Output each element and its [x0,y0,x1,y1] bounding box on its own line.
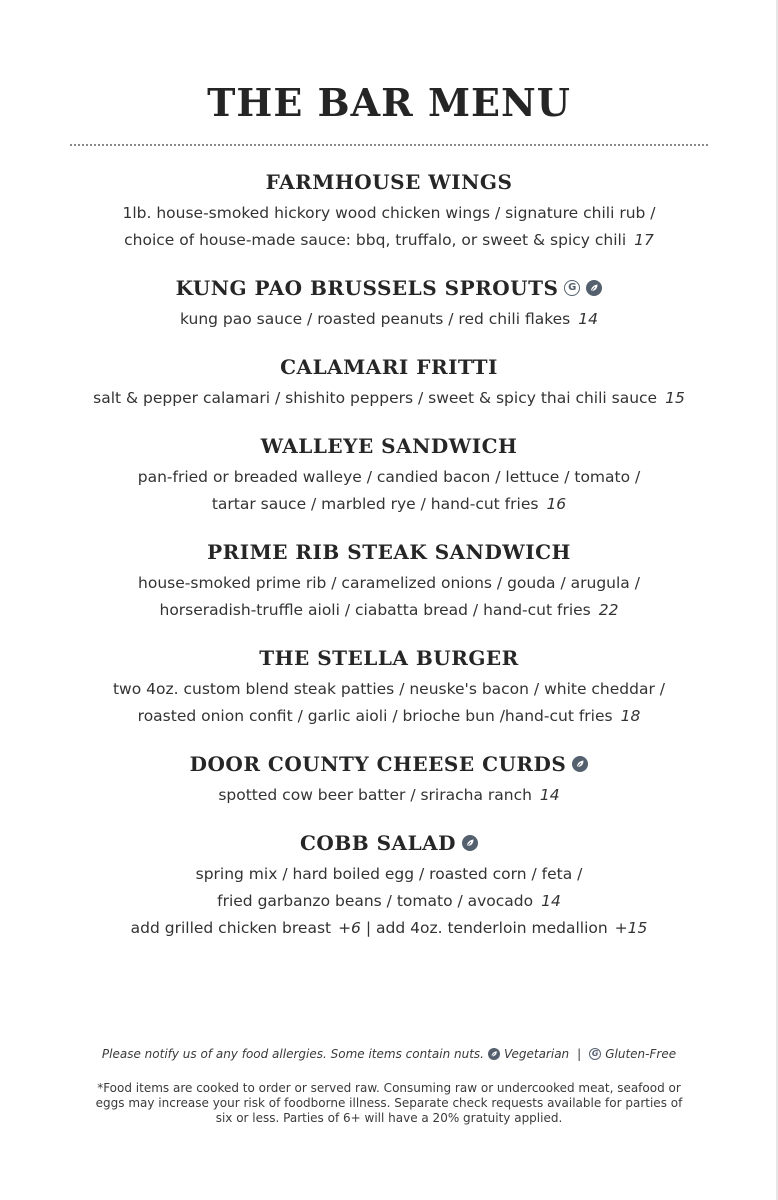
item-price: 14 [539,786,560,804]
menu-item-prime-rib-steak-sandwich [0,540,778,624]
menu-item-kung-pao-brussels-sprouts [0,276,778,333]
title-divider [70,144,708,146]
item-description-line: two 4oz. custom blend steak patties / neuske's bacon / white cheddar / [112,680,665,698]
addon-price: +15 [614,919,648,937]
addon-text: add grilled chicken breast [130,919,332,937]
item-price: 14 [541,892,561,910]
menu-item-door-county-cheese-curds [0,752,778,809]
gluten-free-icon: G [589,1048,601,1060]
item-description-line: 1lb. house-smoked hickory wood chicken wings / signature chili rub / [122,204,656,222]
disclaimer-line: six or less. Parties of 6+ will have a 20% gratuity applied. [215,1111,563,1125]
allergy-legend [0,1047,778,1061]
item-description-line: kung pao sauce / roasted peanuts / red chili flakes [180,310,571,328]
item-name: CALAMARI FRITTI [280,355,498,379]
vegetarian-icon [488,1048,500,1060]
item-description-line: spotted cow beer batter / sriracha ranch [218,786,532,804]
food-safety-disclaimer [69,1081,709,1126]
menu-item-farmhouse-wings [0,170,778,254]
item-price: 14 [578,310,598,328]
item-description-line: spring mix / hard boiled egg / roasted corn / feta / [195,865,583,883]
disclaimer-line: eggs may increase your risk of foodborne illness. Separate check requests available for parties of [95,1096,683,1110]
item-price: 16 [546,495,567,513]
item-name: WALLEYE SANDWICH [260,434,518,458]
legend-separator: | [577,1047,582,1061]
menu-title: THE BAR MENU [207,80,571,125]
item-addons [0,915,778,942]
gluten-free-icon: G [564,280,580,296]
item-name: DOOR COUNTY CHEESE CURDS [189,752,567,776]
item-price: 15 [665,389,685,407]
gluten-free-label: Gluten-Free [605,1047,677,1061]
item-description-line: roasted onion confit / garlic aioli / brioche bun /hand-cut fries [137,707,613,725]
menu-item-calamari-fritti [0,355,778,412]
item-description-line: house-smoked prime rib / caramelized onions / gouda / arugula / [138,574,640,592]
item-name: FARMHOUSE WINGS [265,170,513,194]
menu-items [0,170,778,964]
item-price: 17 [634,231,654,249]
addon-text: add 4oz. tenderloin medallion [376,919,608,937]
vegetarian-label: Vegetarian [503,1047,570,1061]
item-description-line: tartar sauce / marbled rye / hand-cut fries [211,495,539,513]
item-name: COBB SALAD [300,831,456,855]
item-price: 22 [598,601,619,619]
vegetarian-icon [462,835,478,851]
item-price: 18 [620,707,641,725]
menu-footer [0,1047,778,1126]
item-description-line: choice of house-made sauce: bbq, truffalo, or sweet & spicy chili [124,231,627,249]
menu-item-cobb-salad [0,831,778,942]
item-description-line: salt & pepper calamari / shishito peppers / sweet & spicy thai chili sauce [93,389,658,407]
item-description-line: pan-fried or breaded walleye / candied bacon / lettuce / tomato / [137,468,641,486]
item-description-line: horseradish-truffle aioli / ciabatta bread / hand-cut fries [159,601,591,619]
menu-item-the-stella-burger [0,646,778,730]
menu-item-walleye-sandwich [0,434,778,518]
vegetarian-icon [572,756,588,772]
vegetarian-icon [586,280,602,296]
item-name: PRIME RIB STEAK SANDWICH [207,540,571,564]
disclaimer-line: *Food items are cooked to order or served raw. Consuming raw or undercooked meat, seafood or [97,1081,681,1095]
item-description-line: fried garbanzo beans / tomato / avocado [217,892,534,910]
addon-separator: | [365,919,372,937]
addon-price: +6 [338,919,361,937]
item-name: THE STELLA BURGER [259,646,519,670]
item-name: KUNG PAO BRUSSELS SPROUTS [175,276,559,300]
allergy-note: Please notify us of any food allergies. Some items contain nuts. [101,1047,484,1061]
